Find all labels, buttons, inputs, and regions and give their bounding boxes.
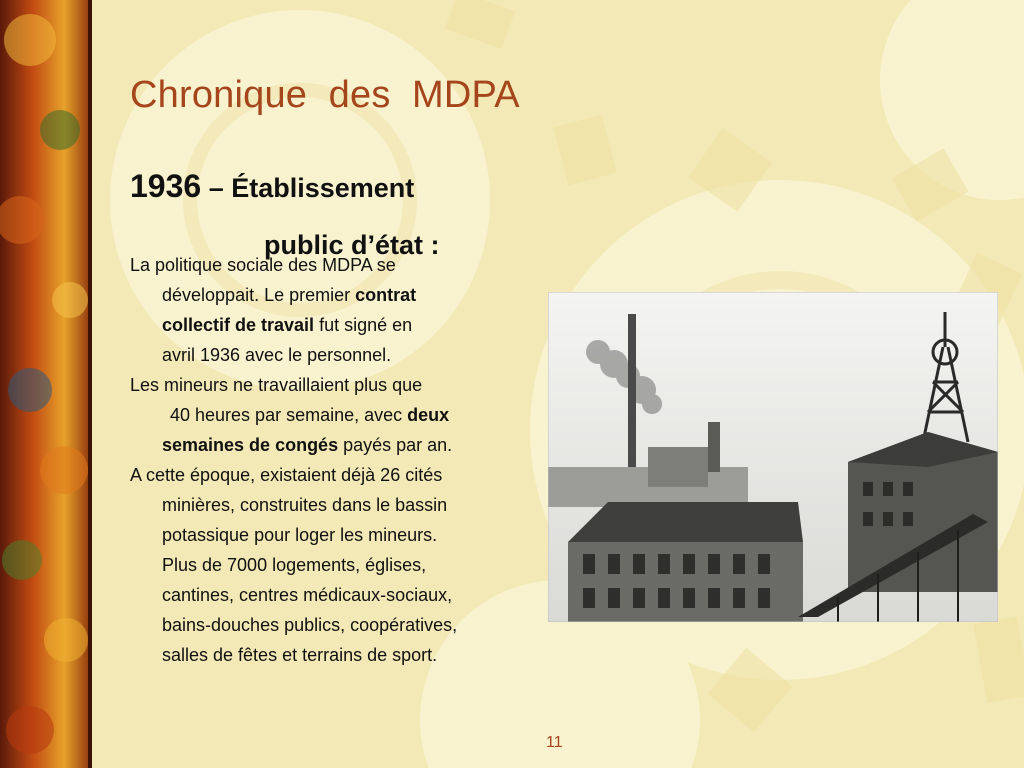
p2-line1: Les mineurs ne travaillaient plus que <box>130 375 423 395</box>
p1-text-e: fut signé en <box>314 315 413 335</box>
p3-line5: cantines, centres médicaux-sociaux, <box>162 585 453 605</box>
p1-line2 <box>130 285 416 305</box>
p1-bold-c: contrat <box>355 285 417 305</box>
heading-year: 1936 <box>130 168 202 204</box>
paragraph-1 <box>130 250 540 370</box>
heading-dash: – Établissement <box>201 173 415 203</box>
p2-bold-c: deux <box>407 405 450 425</box>
p1-line3 <box>130 315 412 335</box>
paragraph-3 <box>130 460 540 670</box>
p3-line2: minières, construites dans le bassin <box>162 495 448 515</box>
p2-text-b: 40 heures par semaine, avec <box>170 405 408 425</box>
slide-title: Chronique des MDPA <box>130 74 520 116</box>
heading-line2: public d’état : <box>264 230 440 260</box>
p3-line1: A cette époque, existaient déjà 26 cités <box>130 465 443 485</box>
p3-line6: bains-douches publics, coopératives, <box>162 615 458 635</box>
decorative-sidebar <box>0 0 92 768</box>
paragraph-2 <box>130 370 540 460</box>
p2-text-e: payés par an. <box>338 435 453 455</box>
p1-text-b: développait. Le premier <box>162 285 356 305</box>
p2-bold-d: semaines de congés <box>162 435 339 455</box>
p3-line3: potassique pour loger les mineurs. <box>162 525 438 545</box>
page-number: 11 <box>546 734 563 751</box>
p2-line3 <box>130 435 452 455</box>
p3-line4: Plus de 7000 logements, églises, <box>162 555 427 575</box>
p1-line4: avril 1936 avec le personnel. <box>162 345 392 365</box>
body-text <box>130 250 540 670</box>
p3-line7: salles de fêtes et terrains de sport. <box>162 645 438 665</box>
mine-photo <box>548 292 998 622</box>
p1-bold-d: collectif de travail <box>162 315 315 335</box>
p2-line2 <box>130 405 449 425</box>
p1-line1: La politique sociale des MDPA se <box>130 255 396 275</box>
